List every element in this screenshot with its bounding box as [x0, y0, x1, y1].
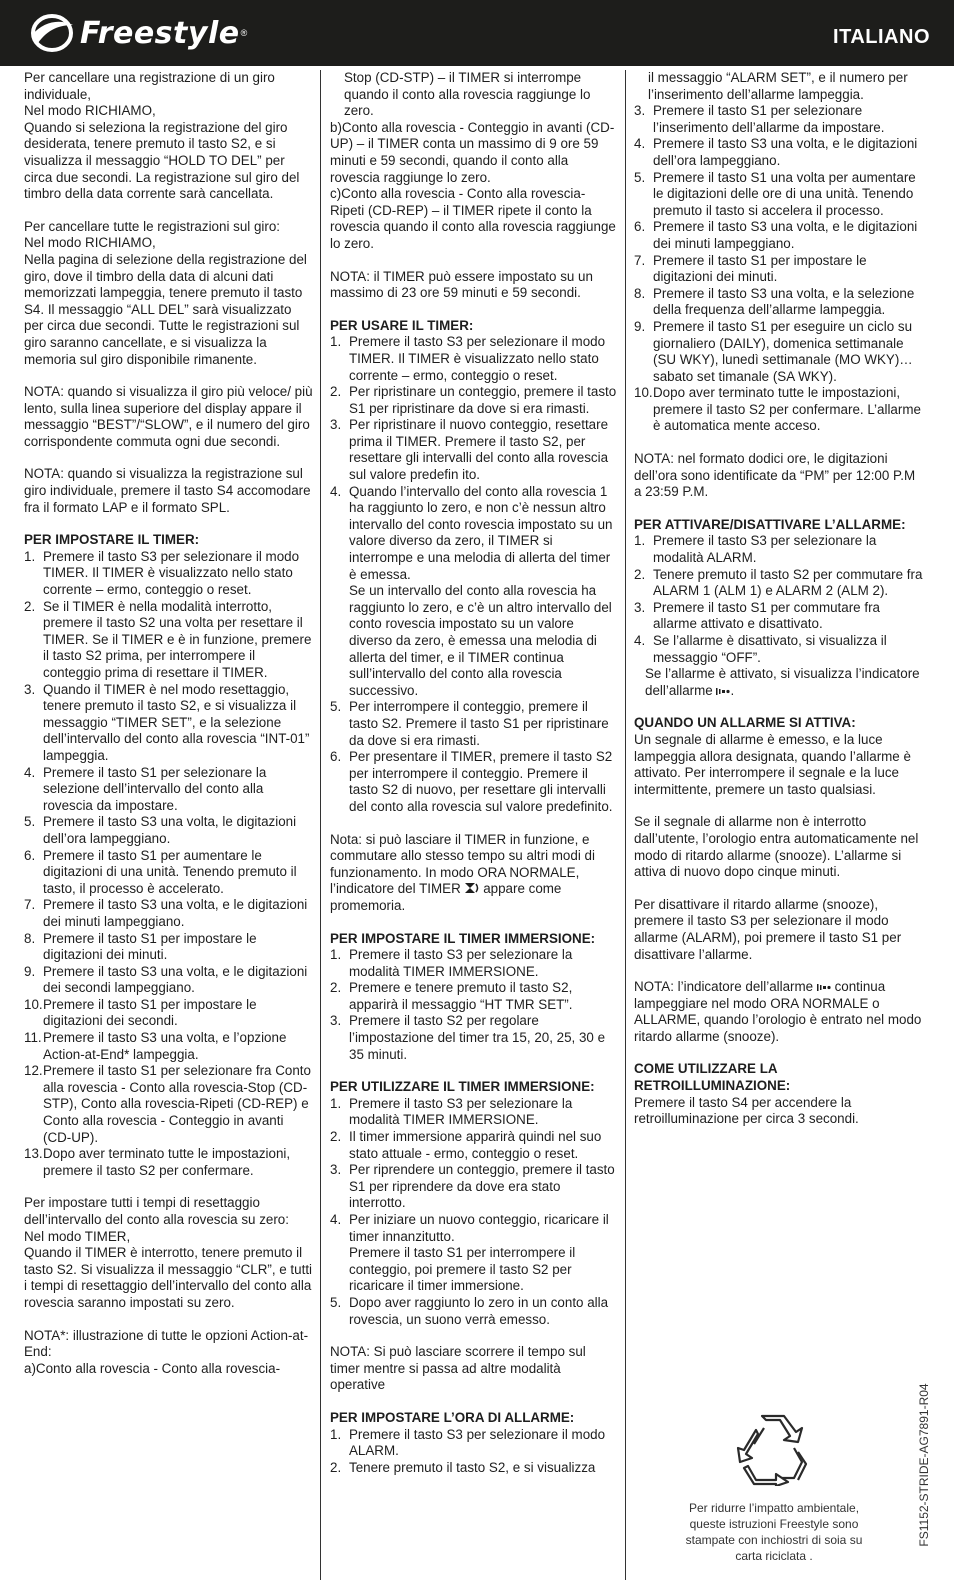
list-item [24, 964, 314, 997]
list-item [634, 103, 926, 136]
option-c: c)Conto alla rovescia - Conto alla rovescia-Ripeti (CD-REP) – il TIMER ripete il conto la rovescia quando il conto alla rovescia raggiunge lo zero. [330, 186, 616, 251]
heading-use-dive-timer: PER UTILIZZARE IL TIMER IMMERSIONE: [330, 1079, 595, 1095]
paragraph-disable-snooze: Per disattivare il ritardo allarme (snooze), premere il tasto S3 per selezionare il modo allarme (ALARM), poi premere il tasto S1 per disattivare l’allarme. [634, 896, 902, 962]
eco-note: Per ridurre l’impatto ambientale, queste istruzioni Freestyle sono stampate con inchiostri di soia su carta riciclata . [685, 1501, 863, 1563]
heading-set-dive-timer: PER IMPOSTARE IL TIMER IMMERSIONE: [330, 930, 596, 946]
list-item-number: 5. [24, 814, 36, 830]
list-item-text: Premere il tasto S3 una volta, e le digitazioni dell’ora lampeggiano. [653, 136, 918, 168]
list-item-text: Per presentare il TIMER, premere il tasto S2 per interrompere il conteggio. Premere il tasto S2 di nuovo, per resettare gli intervalli del conto alla rovescia sul valore predefinito. [349, 749, 613, 814]
list-item-text: Premere il tasto S3 una volta, e le digitazioni dei minuti lampeggiano. [43, 897, 308, 929]
list-item-text: Premere il tasto S1 per impostare le digitazioni dei minuti. [653, 252, 867, 285]
list-item-number: 9. [634, 318, 646, 334]
toggle-alarm-step-4b-text: Se l’allarme è attivato, si visualizza l’indicatore dell’allarme [645, 666, 920, 698]
list-item [634, 533, 926, 566]
list-item [634, 170, 926, 220]
list-item-text: Premere il tasto S3 una volta, e l’opzione Action-at-End* lampeggia. [43, 1030, 287, 1062]
paragraph-reset-all: Per impostare tutti i tempi di resettaggio dell’intervallo del conto alla rovescia su zero: Nel modo TIMER, Quando il TIMER è interrotto, tenere premuto il tasto S2. Si visualizza il messaggio “CLR”, e tutti i tempi di resettaggio dell’intervallo del conto alla rovescia saranno impostati su zero. [24, 1195, 313, 1310]
list-item [634, 567, 926, 600]
list-item-number: 3. [330, 1162, 342, 1178]
column-1 [24, 70, 314, 1560]
note-alarm-indicator-text-end: continua lampeggiare nel modo ORA NORMALE o ALLARME, quando l’orologio è entrato nel modo ritardo allarme (snooze). [634, 979, 922, 1044]
column-divider [320, 70, 321, 1580]
heading-set-alarm: PER IMPOSTARE L’ORA DI ALLARME: [330, 1409, 575, 1425]
list-item [330, 749, 617, 815]
list-item-text: Per interrompere il conteggio, premere il tasto S2. Premere il tasto S1 per ripristinare da dove si era rimasti. [349, 699, 609, 748]
list-toggle-alarm [634, 533, 926, 666]
list-item-number: 1. [330, 947, 342, 963]
brand-name: Freestyle [80, 15, 240, 51]
list-item [634, 219, 926, 252]
option-b: b)Conto alla rovescia - Conteggio in avanti (CD-UP) – il TIMER conta un massimo di 9 ore 59 minuti e 59 secondi, quando il conto alla rovescia raggiunge lo zero. [330, 119, 615, 185]
list-item-text: Dopo aver raggiunto lo zero in un conto alla rovescia, un suono verrà emesso. [349, 1294, 609, 1327]
list-item-text: Se il TIMER è nella modalità interrotto, premere il tasto S2 una volta per resettare il TIMER. Se il TIMER e è in funzione, premere il tasto S2 prima, per interrompere il conteggio prima di resettare il TIMER. [43, 598, 312, 680]
list-item [24, 997, 314, 1030]
alarm-step-2-continued: il messaggio “ALARM SET”, e il numero per l’inserimento dell’allarme lampeggia. [648, 70, 908, 102]
list-item [330, 1212, 617, 1295]
list-item-number: 4. [634, 136, 646, 152]
list-item-number: 4. [634, 633, 646, 648]
list-item-number: 2. [330, 1459, 342, 1475]
list-item [24, 931, 314, 964]
list-use-dive-timer [330, 1096, 617, 1328]
heading-backlight: COME UTILIZZARE LA RETROILLUMINAZIONE: [634, 1061, 791, 1094]
list-item [634, 600, 926, 633]
list-item [634, 136, 926, 169]
list-item [330, 980, 617, 1013]
list-item-text: Tenere premuto il tasto S2 per commutare fra ALARM 1 (ALM 1) e ALARM 2 (ALM 2). [653, 566, 923, 599]
list-item-text: Per ripristinare un conteggio, premere il tasto S1 per ripristinare da dove si era rimasti. [349, 384, 617, 416]
list-item-text: Premere il tasto S1 per selezionare l’inserimento dell’allarme da impostare. [653, 103, 885, 135]
list-item [330, 334, 617, 384]
list-item [330, 1096, 617, 1129]
list-item [330, 1162, 617, 1212]
list-item-number: 3. [634, 599, 646, 615]
list-item-number: 4. [330, 483, 342, 499]
column-3 [634, 70, 926, 1230]
list-item-number: 2. [330, 384, 342, 400]
list-item [24, 599, 314, 682]
list-set-alarm-rest [634, 103, 926, 435]
alarm-indicator-icon [716, 687, 730, 696]
list-item [330, 1460, 617, 1477]
recycle-icon [736, 1414, 810, 1486]
list-item-number: 3. [634, 103, 646, 119]
list-item [24, 1063, 314, 1146]
list-item [24, 549, 314, 599]
list-use-timer [330, 334, 617, 815]
list-item-text: Per iniziare un nuovo conteggio, ricaricare il timer innanzitutto. Premere il tasto S1 per interrompere il conteggio, poi premere il tasto S2 per ricaricare il timer immersione. [349, 1212, 609, 1294]
list-item-number: 13. [24, 1146, 43, 1162]
note-timer-running-text: Nota: si può lasciare il TIMER in funzione, e commutare allo stesso tempo su altri modi di funzionamento. In modo ORA NORMALE, l’indicatore del TIMER [330, 831, 595, 897]
list-item [330, 384, 617, 417]
list-item-number: 12. [24, 1063, 43, 1079]
list-item-text: Premere il tasto S1 per selezionare fra Conto alla rovescia - Conto alla rovescia-Stop (CD-STP), Conto alla rovescia-Ripeti (CD-REP) e Conto alla rovescia - Conteggio in avanti (CD-UP). [43, 1063, 311, 1145]
note-alarm-indicator-text: NOTA: l’indicatore dell’allarme [634, 979, 814, 995]
list-item-number: 2. [330, 1129, 342, 1145]
list-item-text: Per riprendere un conteggio, premere il tasto S1 per riprendere da dove era stato interrotto. [349, 1162, 615, 1211]
list-item [24, 1146, 314, 1179]
list-item-text: Premere il tasto S1 per commutare fra allarme attivato e disattivato. [653, 599, 880, 632]
list-item [634, 319, 926, 385]
list-item-text: Tenere premuto il tasto S2, e si visualizza [349, 1459, 596, 1475]
list-item-text: Premere il tasto S3 una volta, e la selezione della frequenza dell’allarme lampeggia. [653, 285, 915, 318]
list-item-text: Premere il tasto S1 per impostare le digitazioni dei secondi. [43, 996, 257, 1029]
paragraph-delete-single: Per cancellare una registrazione di un giro individuale, Nel modo RICHIAMO, Quando si seleziona la registrazione del giro desiderata, tenere premuto il tasto S2, e si visualizza il messaggio “HOLD TO DEL” per circa due secondi. La registrazione sul giro del timbro della data corrente sarà cancellata. [24, 70, 300, 202]
list-item [330, 1013, 617, 1063]
list-item-number: 2. [330, 980, 342, 996]
alarm-indicator-icon [817, 983, 831, 992]
list-item-number: 4. [330, 1212, 342, 1227]
language-label: ITALIANO [833, 26, 930, 48]
note-alarm-indicator [634, 979, 926, 1045]
note-dive-timer: NOTA: Si può lasciare scorrere il tempo sul timer mentre si passa ad altre modalità operative [330, 1344, 586, 1393]
freestyle-logo-icon [30, 13, 74, 53]
list-item [24, 765, 314, 815]
list-item-number: 10. [634, 385, 653, 401]
list-item [330, 484, 617, 700]
list-item-number: 1. [634, 533, 646, 549]
list-item-number: 6. [634, 219, 646, 235]
list-item-number: 7. [634, 252, 646, 268]
list-item [330, 947, 617, 980]
list-item-number: 3. [24, 681, 36, 697]
list-item-text: Premere il tasto S3 per selezionare la modalità TIMER IMMERSIONE. [349, 1095, 573, 1128]
list-item-number: 11. [24, 1030, 42, 1046]
brand-logo [30, 8, 247, 58]
note-lap-spl: NOTA: quando si visualizza la registrazione sul giro individuale, premere il tasto S4 accomodare fra il formato LAP e il formato SPL. [24, 466, 311, 515]
list-item [330, 417, 617, 483]
list-item-number: 2. [24, 598, 36, 614]
page-header [0, 0, 954, 66]
list-item-text: Quando il TIMER è nel modo resettaggio, tenere premuto il tasto S2, e si visualizza il messaggio “TIMER SET”, e la selezione dell’intervallo del conto alla rovescia “INT-01” lampeggia. [43, 681, 310, 763]
toggle-alarm-step-4b [634, 666, 926, 699]
list-item [24, 682, 314, 765]
list-item [634, 253, 926, 286]
list-item-number: 10. [24, 996, 43, 1012]
heading-when-alarm: QUANDO UN ALLARME SI ATTIVA: [634, 715, 856, 731]
list-set-timer [24, 549, 314, 1180]
list-item-number: 5. [634, 169, 646, 185]
timer-indicator-icon [464, 882, 479, 894]
list-item-number: 5. [330, 1294, 342, 1310]
list-item [634, 385, 926, 435]
list-item-number: 9. [24, 963, 36, 979]
list-item [330, 1427, 617, 1460]
list-item-text: Premere il tasto S2 per regolare l’impostazione del timer tra 15, 20, 25, 30 e 35 minuti. [349, 1013, 606, 1062]
registered-mark: ® [240, 28, 248, 38]
list-item-number: 1. [330, 1095, 342, 1111]
list-item-number: 3. [330, 417, 342, 433]
column-divider [625, 70, 626, 1580]
list-item-text: Premere il tasto S3 per selezionare il modo ALARM. [349, 1426, 606, 1459]
note-timer-max: NOTA: il TIMER può essere impostato su un massimo di 23 ore 59 minuti e 59 secondi. [330, 268, 593, 301]
list-item-text: Premere il tasto S3 una volta, le digitazioni dell’ora lampeggiano. [43, 814, 297, 846]
list-item-text: Premere il tasto S1 una volta per aumentare le digitazioni delle ore di una unità. Tenendo premuto il tasto si accelera il processo. [653, 169, 916, 218]
paragraph-snooze: Se il segnale di allarme non è interrotto dall’utente, l’orologio entra automaticamente nel modo di ritardo allarme (snooze). L’allarme si attiva di nuovo dopo cinque minuti. [634, 814, 919, 880]
list-item-text: Premere il tasto S1 per eseguire un ciclo su giornaliero (DAILY), domenica settimanale (SU WKY), lunedì settimanale (MO WKY)… sabato set timanale (SA WKY). [653, 318, 913, 384]
paragraph-alarm-signal: Un segnale di allarme è emesso, e la luce lampeggia allora designata, quando l’allarme è attivato. Per interrompere il segnale e la luce intermittente, premere un tasto qualsiasi. [634, 731, 911, 797]
list-item-text: Premere il tasto S3 per selezionare il modo TIMER. Il TIMER è visualizzato nello stato corrente – ermo, conteggio o reset. [43, 548, 300, 598]
list-item-number: 3. [330, 1013, 342, 1029]
list-item-text: Il timer immersione apparirà quindi nel suo stato attuale - ermo, conteggio o reset. [349, 1129, 602, 1161]
note-best-slow: NOTA: quando si visualizza il giro più veloce/ più lento, sulla linea superiore del display appare il messaggio “BEST”/“SLOW”, e il numero del giro corrispondente commuta ogni due secondi. [24, 384, 313, 449]
note-action-at-end: NOTA*: illustrazione di tutte le opzioni Action-at-End: a)Conto alla rovescia - Conto alla rovescia- [24, 1327, 309, 1376]
list-item-number: 1. [330, 334, 342, 350]
list-item-text: Dopo aver terminato tutte le impostazioni, premere il tasto S2 per confermare. L’allarme è automatica mente acceso. [653, 385, 921, 434]
list-item-text: Premere il tasto S3 una volta, e le digitazioni dei secondi lampeggiano. [43, 963, 308, 996]
list-item-number: 6. [330, 749, 342, 765]
note-12h-format: NOTA: nel formato dodici ore, le digitazioni dell’ora sono identificate da “PM” per 12:00 P.M a 23:59 P.M. [634, 451, 916, 500]
list-item [24, 1030, 314, 1063]
list-item-text: Premere il tasto S3 per selezionare la modalità ALARM. [653, 533, 877, 566]
list-item-number: 8. [24, 930, 36, 946]
note-timer-running [330, 832, 617, 915]
list-set-dive-timer [330, 947, 617, 1063]
list-item-text: Premere il tasto S1 per aumentare le digitazioni di una unità. Tenendo premuto il tasto, il processo è accelerato. [43, 847, 297, 896]
list-item-number: 6. [24, 847, 36, 863]
list-item-number: 1. [24, 548, 36, 564]
list-item-text: Premere il tasto S3 per selezionare la modalità TIMER IMMERSIONE. [349, 947, 573, 979]
list-item-text: Premere il tasto S3 per selezionare il modo TIMER. Il TIMER è visualizzato nello stato corrente – ermo, conteggio o reset. [349, 334, 606, 383]
list-item [634, 286, 926, 319]
list-item [24, 814, 314, 847]
list-item-text: Se l’allarme è disattivato, si visualizza il messaggio “OFF”. [653, 633, 887, 665]
list-item [330, 1129, 617, 1162]
heading-use-timer: PER USARE IL TIMER: [330, 317, 474, 333]
toggle-alarm-step-4b-end: . [730, 682, 735, 698]
list-item-number: 2. [634, 566, 646, 582]
heading-set-timer: PER IMPOSTARE IL TIMER: [24, 532, 200, 548]
list-item-text: Premere il tasto S1 per selezionare la selezione dell’intervallo del conto alla rovescia da impostare. [43, 764, 267, 813]
list-item [634, 633, 926, 666]
paragraph-delete-all: Per cancellare tutte le registrazioni sul giro: Nel modo RICHIAMO, Nella pagina di selezione della registrazione del giro, dove il timbro della data di alcuni dati memorizzati lampeggia, tenere premuto il tasto S4. Il messaggio “ALL DEL” sarà visualizzato per circa due secondi. Tutte le registrazioni sul giro saranno cancellate, e si visualizza la memoria sul giro disponibile rimanente. [24, 218, 307, 367]
list-item [24, 848, 314, 898]
list-item-number: 8. [634, 285, 646, 301]
list-item-text: Per ripristinare il nuovo conteggio, resettare prima il TIMER. Premere il tasto S2, per resettare gli intervalli del conto alla rovescia sul valore predefin ito. [349, 417, 609, 483]
list-item-text: Quando l’intervallo del conto alla rovescia 1 ha raggiunto lo zero, e non c’è nessun altro intervallo del conto rovescia impostato su un valore diverso da zero, il TIMER si interrompe e una melodia di allerta del timer è emessa. Se un intervallo del conto alla rovescia ha raggiunto lo zero, e c’è un altro intervallo del conto rovescia impostato su un valore diverso da zero, è emessa una melodia di allerta del timer, e il TIMER continua sull’intervallo del conto alla rovescia successivo. [349, 483, 613, 698]
list-item-text: Dopo aver terminato tutte le impostazioni, premere il tasto S2 per confermare. [43, 1146, 291, 1178]
paragraph-backlight: Premere il tasto S4 per accendere la retroilluminazione per circa 3 secondi. [634, 1094, 859, 1127]
list-item-text: Premere il tasto S3 una volta, e le digitazioni dei minuti lampeggiano. [653, 219, 918, 251]
column-2 [330, 70, 617, 1560]
list-item-number: 7. [24, 897, 36, 913]
note-timer-running-text-end: appare come promemoria. [330, 881, 562, 913]
list-item-number: 4. [24, 764, 36, 780]
list-item-number: 1. [330, 1426, 342, 1442]
list-set-alarm-start [330, 1427, 617, 1477]
option-a-continued: Stop (CD-STP) – il TIMER si interrompe quando il conto alla rovescia raggiunge lo zero. [344, 70, 591, 119]
heading-toggle-alarm: PER ATTIVARE/DISATTIVARE L’ALLARME: [634, 516, 906, 532]
list-item-text: Premere il tasto S1 per impostare le digitazioni dei minuti. [43, 930, 257, 963]
list-item [330, 699, 617, 749]
list-item-text: Premere e tenere premuto il tasto S2, apparirà il messaggio “HT TMR SET”. [349, 980, 573, 1012]
list-item [24, 897, 314, 930]
list-item [330, 1295, 617, 1328]
list-item-number: 5. [330, 699, 342, 715]
